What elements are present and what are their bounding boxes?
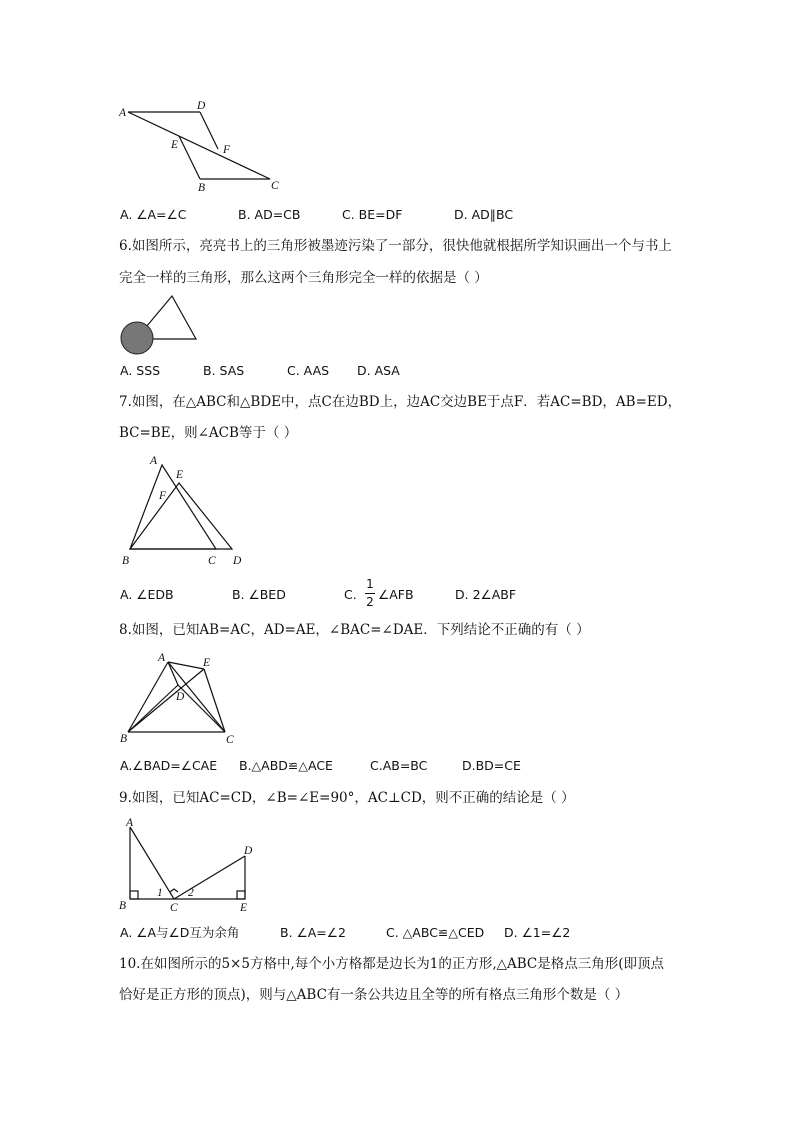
q5-segment-eb	[179, 136, 200, 179]
q7-option-c-numerator: 1	[366, 577, 374, 591]
q9-segment-ac	[130, 827, 174, 899]
q9-label-b: B	[119, 900, 127, 912]
q6-option-c: C. AAS	[287, 363, 330, 378]
q6-option-d: D. ASA	[357, 363, 400, 378]
q6-ink-blot	[121, 322, 153, 354]
q7-stem-line2: BC=BE，则∠ACB等于（ ）	[119, 425, 298, 441]
q8-label-a: A	[158, 652, 166, 664]
q9-option-c: C. △ABC≌△CED	[386, 925, 485, 940]
q7-option-d: D. 2∠ABF	[455, 587, 517, 602]
q5-segment-ac	[128, 112, 270, 179]
q7-option-c-suffix: ∠AFB	[378, 587, 414, 602]
q6-option-b: B. SAS	[203, 363, 245, 378]
q8-figure	[115, 648, 245, 748]
q8-segment-dc	[178, 685, 225, 732]
q7-label-d: D	[233, 555, 242, 567]
q5-option-a: A. ∠A=∠C	[120, 207, 187, 222]
q8-segment-bd	[128, 685, 178, 732]
q5-label-c: C	[271, 180, 279, 192]
q7-option-c-fraction-bar	[365, 593, 375, 594]
q10-stem-line2: 恰好是正方形的顶点)，则与△ABC有一条公共边且全等的所有格点三角形个数是（ ）	[119, 987, 629, 1003]
q5-label-e: E	[171, 139, 179, 151]
q9-label-e: E	[240, 902, 248, 914]
q7-label-f: F	[159, 490, 167, 502]
q7-triangle-bde	[130, 483, 232, 549]
q6-stem-line1: 6.如图所示，亮亮书上的三角形被墨迹污染了一部分，很快他就根据所学知识画出一个与书上	[119, 238, 672, 254]
q8-label-d: D	[176, 691, 185, 703]
q9-figure	[115, 815, 260, 915]
q5-label-d: D	[197, 100, 206, 112]
q7-figure	[115, 450, 255, 572]
q5-label-f: F	[223, 144, 231, 156]
q7-option-a: A. ∠EDB	[120, 587, 174, 602]
q8-label-c: C	[226, 734, 234, 746]
q7-option-b: B. ∠BED	[232, 587, 286, 602]
q8-stem-line1: 8.如图，已知AB=AC，AD=AE，∠BAC=∠DAE．下列结论不正确的有（ ）	[119, 622, 590, 638]
q6-stem-line2: 完全一样的三角形，那么这两个三角形完全一样的依据是（ ）	[119, 270, 488, 286]
q5-label-a: A	[119, 107, 127, 119]
q9-stem-line1: 9.如图，已知AC=CD，∠B=∠E=90°，AC⊥CD，则不正确的结论是（ ）	[119, 790, 575, 806]
q9-right-angle-c	[170, 889, 178, 892]
q8-option-d: D.BD=CE	[462, 758, 521, 773]
q8-option-a: A.∠BAD=∠CAE	[120, 758, 218, 773]
q9-segment-cd	[174, 856, 245, 899]
q8-segment-ad	[168, 662, 178, 685]
q7-label-b: B	[122, 555, 130, 567]
q8-label-e: E	[203, 657, 211, 669]
q5-figure	[110, 95, 300, 195]
q5-segment-df	[200, 112, 218, 149]
q7-triangle-abc	[130, 465, 216, 549]
q6-option-a: A. SSS	[120, 363, 161, 378]
q6-figure	[118, 292, 202, 356]
q5-label-b: B	[198, 182, 206, 194]
q5-option-c: C. BE=DF	[342, 207, 403, 222]
q8-segment-ab	[128, 662, 168, 732]
q7-stem-line1: 7.如图，在△ABC和△BDE中，点C在边BD上，边AC交边BE于点F．若AC=BD，AB=ED，	[119, 394, 682, 410]
q9-option-d: D. ∠1=∠2	[504, 925, 571, 940]
q8-segment-ec	[204, 669, 225, 732]
q9-label-angle-2: 2	[188, 887, 194, 899]
q8-label-b: B	[120, 733, 128, 745]
q5-option-d: D. AD∥BC	[454, 207, 514, 222]
q5-option-b: B. AD=CB	[238, 207, 301, 222]
q7-label-e: E	[176, 469, 184, 481]
q8-option-c: C.AB=BC	[370, 758, 428, 773]
q9-label-d: D	[244, 845, 253, 857]
q7-label-c: C	[208, 555, 216, 567]
q9-label-c: C	[170, 902, 178, 914]
q10-stem-line1: 10.在如图所示的5×5方格中,每个小方格都是边长为1的正方形,△ABC是格点三角形(即顶点	[119, 956, 665, 972]
q9-label-angle-1: 1	[157, 887, 163, 899]
q7-label-a: A	[150, 455, 158, 467]
q9-option-a: A. ∠A与∠D互为余角	[120, 925, 240, 940]
q9-option-b: B. ∠A=∠2	[280, 925, 346, 940]
q9-label-a: A	[126, 817, 134, 829]
q9-right-angle-b	[130, 891, 138, 899]
q7-option-c-denominator: 2	[366, 595, 374, 609]
q9-right-angle-e	[237, 891, 245, 899]
q7-option-c-prefix: C.	[344, 587, 357, 602]
q8-segment-be	[128, 669, 204, 732]
q8-option-b: B.△ABD≌△ACE	[239, 758, 333, 773]
